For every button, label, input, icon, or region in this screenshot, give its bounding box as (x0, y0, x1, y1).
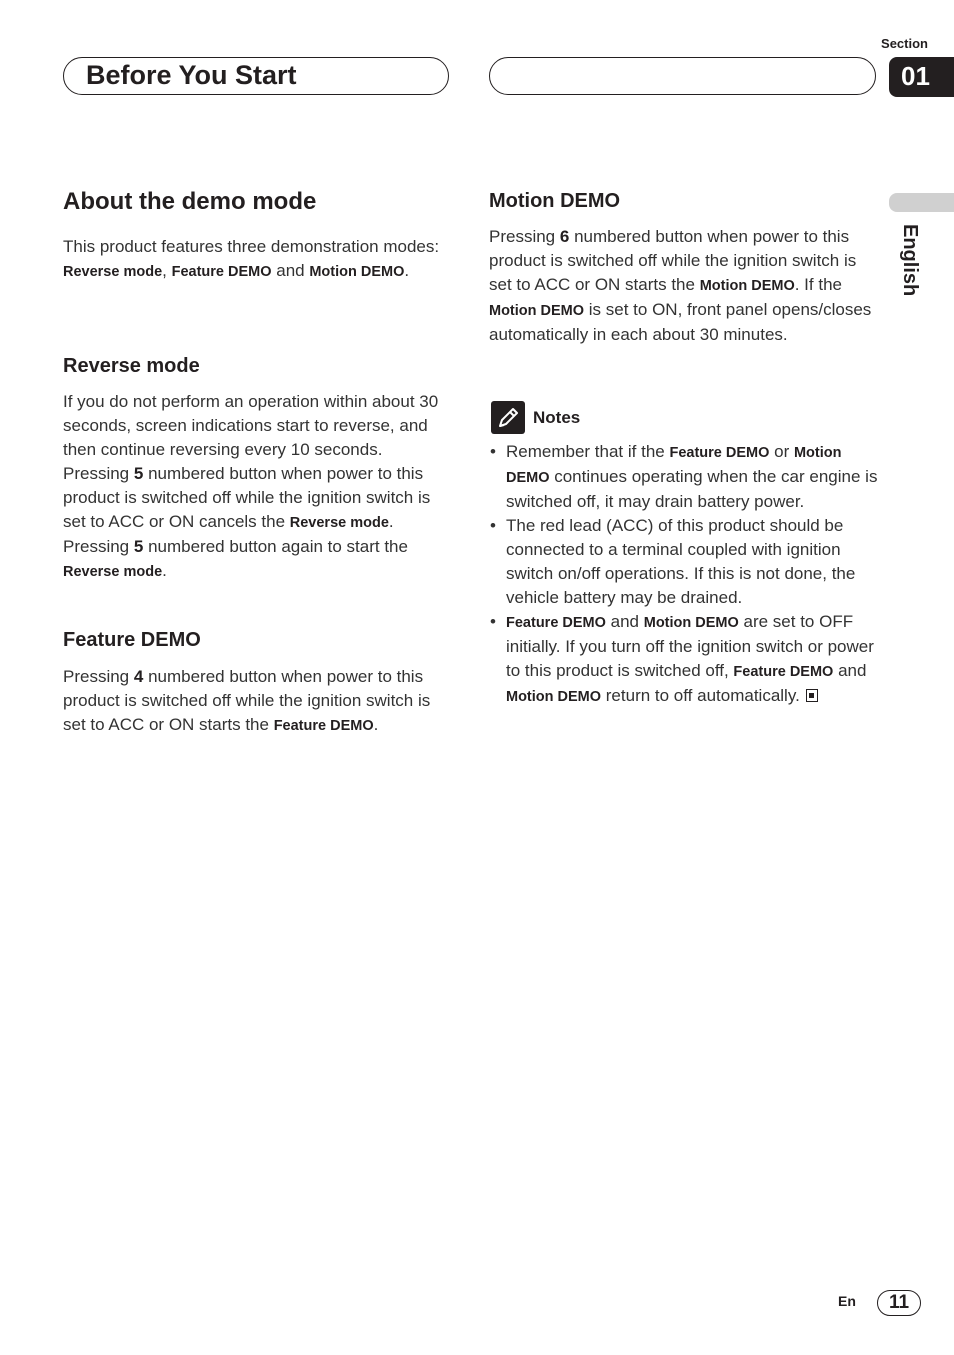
notes-list (490, 440, 880, 709)
pencil-note-icon (491, 401, 525, 434)
language-tab-marker (889, 193, 954, 212)
note-item: • The red lead (ACC) of this product should be connected to a terminal coupled with ignition switch on/off operations. If this is not done, the vehicle battery may be drained. (490, 514, 880, 610)
feature-demo-paragraph: Pressing 4 numbered button when power to this product is switched off while the ignition switch is set to ACC or ON starts the Feature DEMO. (63, 667, 431, 734)
footer-language: En (838, 1293, 856, 1309)
section-label: Section (881, 36, 928, 51)
page-number: 11 (877, 1290, 921, 1316)
note-item: • Feature DEMO and Motion DEMO are set to OFF initially. If you turn off the ignition switch or power to this product is switched off, Feature DEMO and Motion DEMO return to off automatically. (490, 610, 880, 709)
motion-demo-paragraph: Pressing 6 numbered button when power to this product is switched off while the ignition switch is set to ACC or ON starts the Motion DEMO. If the Motion DEMO is set to ON, front panel opens/closes automatically in each about 30 minutes. (489, 227, 872, 344)
about-demo-paragraph: This product features three demonstration modes: Reverse mode, Feature DEMO and Motion DEMO. (63, 237, 440, 280)
reverse-mode-paragraph: If you do not perform an operation within about 30 seconds, screen indications start to reverse, and then continue reversing every 10 seconds. Pressing 5 numbered button when power to this product is switched off while the ignition switch is set to ACC or ON cancels the Reverse mode. Pressing 5 numbered button again to start the Reverse mode. (63, 392, 439, 580)
section-number-tab (889, 57, 954, 97)
section-number: 01 (901, 61, 930, 91)
header-blank-frame (489, 57, 876, 95)
feature-demo-heading: Feature DEMO (63, 629, 201, 651)
chapter-title-frame (63, 57, 449, 95)
notes-title: Notes (533, 407, 581, 427)
note-item: • Remember that if the Feature DEMO or Motion DEMO continues operating when the car engine is switched off, it may drain battery power. (490, 440, 880, 514)
reverse-mode-heading: Reverse mode (63, 355, 200, 377)
language-tab-label: English (899, 224, 921, 297)
notes-header (491, 401, 580, 434)
motion-demo-heading: Motion DEMO (489, 190, 621, 212)
end-of-section-icon (806, 689, 818, 702)
chapter-title: Before You Start (86, 60, 297, 90)
about-demo-heading: About the demo mode (63, 188, 317, 215)
